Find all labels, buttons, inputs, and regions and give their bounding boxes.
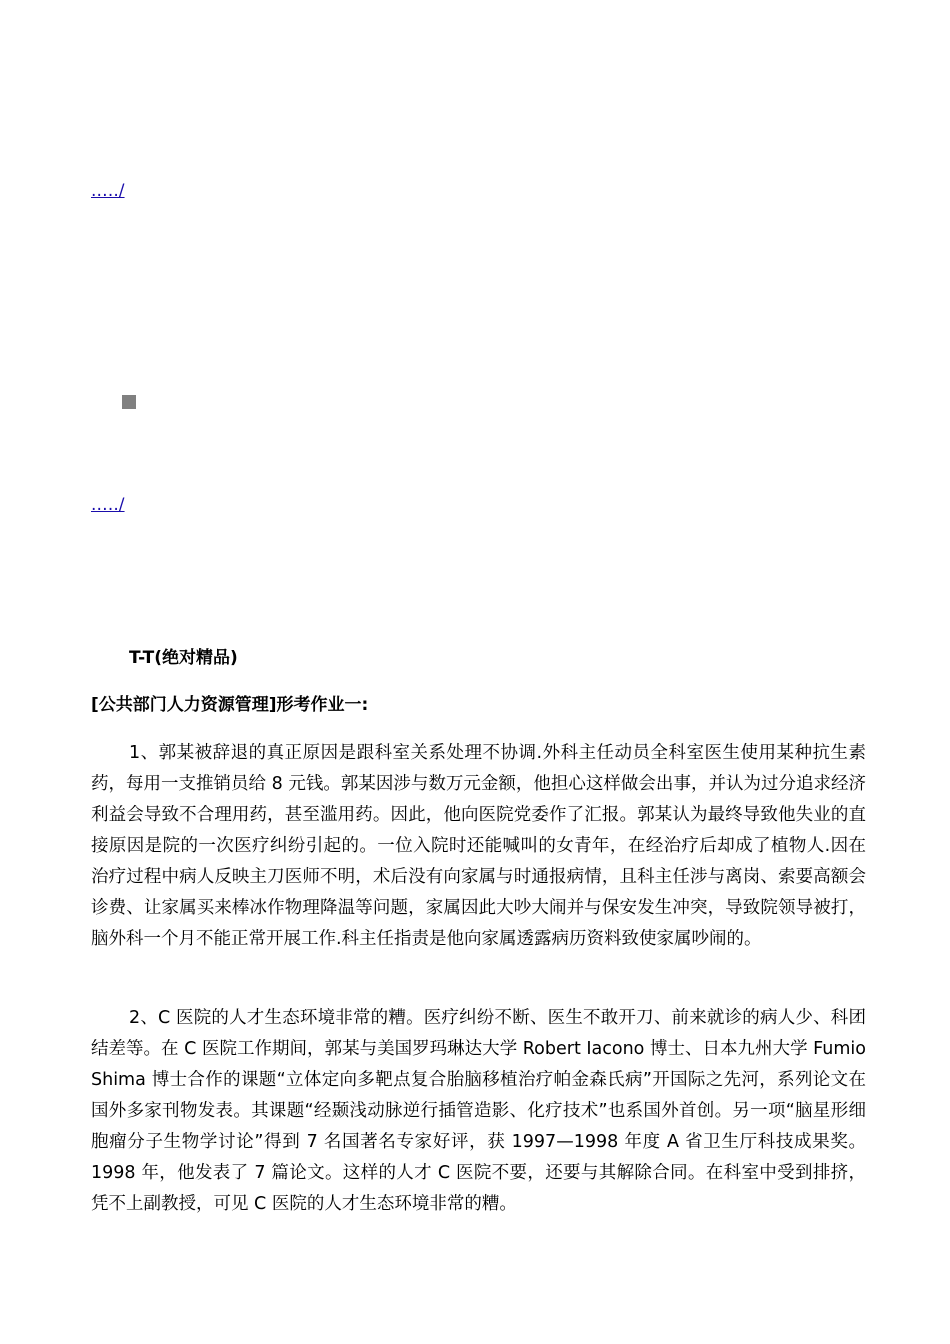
- document-subtitle: [公共部门人力资源管理]形考作业一:: [91, 695, 369, 715]
- ellipsis-link-top[interactable]: .…./: [91, 181, 125, 201]
- ellipsis-link-bottom[interactable]: .…./: [91, 495, 125, 515]
- square-bullet-icon: [122, 395, 136, 409]
- document-title: T-T(绝对精品): [129, 648, 238, 668]
- answer-paragraph-1: 1、郭某被辞退的真正原因是跟科室关系处理不协调.外科主任动员全科室医生使用某种抗生素药，每用一支推销员给 8 元钱。郭某因涉与数万元金额，他担心这样做会出事，并认为过分追求经济利益会导致不合理用药，甚至滥用药。因此，他向医院党委作了汇报。郭某认为最终导致他失业的直接原因是院的一次医疗纠纷引起的。一位入院时还能喊叫的女青年，在经治疗后却成了植物人.因在治疗过程中病人反映主刀医师不明，术后没有向家属与时通报病情，且科主任涉与离岗、索要高额会诊费、让家属买来棒冰作物理降温等问题，家属因此大吵大闹并与保安发生冲突，导致院领导被打，脑外科一个月不能正常开展工作.科主任指责是他向家属透露病历资料致使家属吵闹的。: [91, 743, 866, 949]
- answer-paragraph-2: 2、C 医院的人才生态环境非常的糟。医疗纠纷不断、医生不敢开刀、前来就诊的病人少、科团结差等。在 C 医院工作期间，郭某与美国罗玛琳达大学 Robert Iacono 博士、日本九州大学 Fumio Shima 博士合作的课题“立体定向多靶点复合胎脑移植治疗帕金森氏病”开国际之先河，系列论文在国外多家刊物发表。其课题“经颞浅动脉逆行插管造影、化疗技术”也系国外首创。另一项“脑星形细胞瘤分子生物学讨论”得到 7 名国著名专家好评，获 1997—1998 年度 A 省卫生厅科技成果奖。1998 年，他发表了 7 篇论文。这样的人才 C 医院不要，还要与其解除合同。在科室中受到排挤，凭不上副教授，可见 C 医院的人才生态环境非常的糟。: [91, 1008, 866, 1214]
